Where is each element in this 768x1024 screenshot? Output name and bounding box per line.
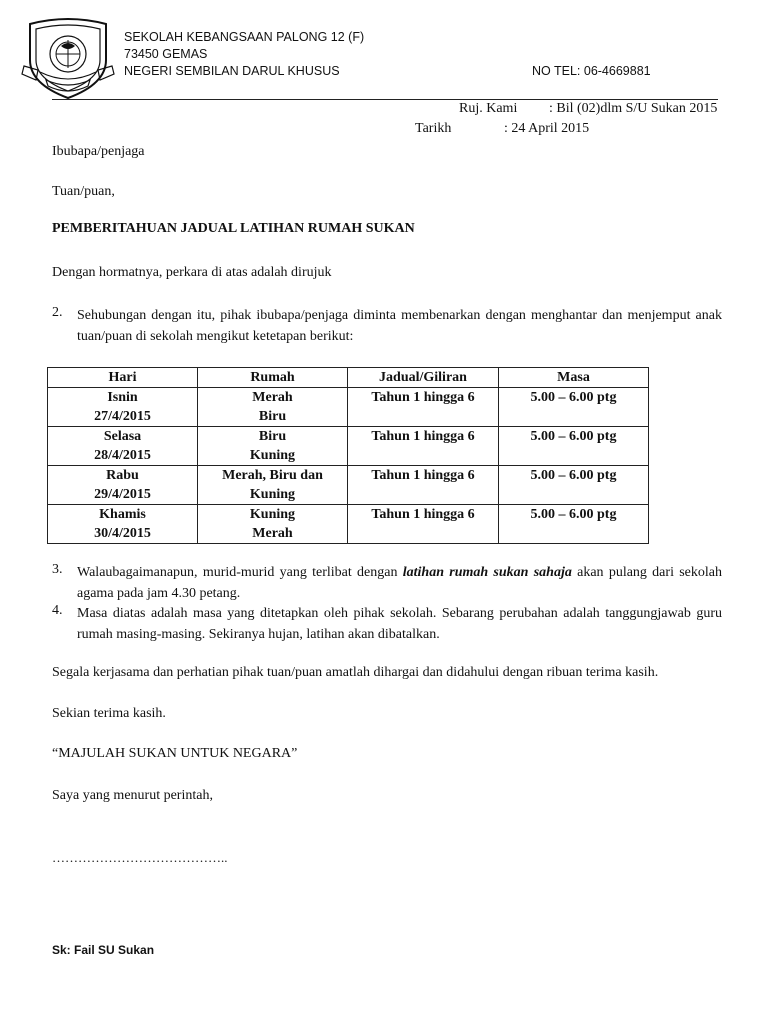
table-row [48, 388, 649, 427]
header-masa: Masa [499, 368, 649, 388]
row-schedule: Tahun 1 hingga 6 [371, 507, 475, 522]
row-day: Isnin [107, 390, 138, 405]
school-phone: NO TEL: 06-4669881 [532, 64, 651, 78]
date-label: Tarikh [415, 121, 452, 136]
row-day: Selasa [103, 429, 142, 444]
paragraph-2-number: 2. [52, 305, 63, 320]
school-state: NEGERI SEMBILAN DARUL KHUSUS [124, 64, 340, 78]
header-jadual: Jadual/Giliran [348, 368, 499, 388]
row-day: Khamis [99, 507, 146, 522]
row-date: 30/4/2015 [94, 526, 151, 541]
school-crest-logo [20, 10, 116, 102]
row-house: Kuning [249, 448, 296, 463]
paragraph-4-number: 4. [52, 603, 63, 618]
row-time: 5.00 – 6.00 ptg [530, 429, 617, 444]
row-time: 5.00 – 6.00 ptg [530, 468, 617, 483]
row-time: 5.00 – 6.00 ptg [530, 507, 617, 522]
paragraph-3-after: akan pulang dari sekolah agama pada jam 4.30 petang. [77, 565, 722, 601]
reference-value: : Bil (02)dlm S/U Sukan 2015 [549, 101, 718, 116]
school-name: SEKOLAH KEBANGSAAN PALONG 12 (F) [124, 30, 365, 44]
paragraph-1: Dengan hormatnya, perkara di atas adalah dirujuk [52, 265, 332, 280]
salutation: Tuan/puan, [52, 184, 115, 199]
row-day: Rabu [106, 468, 139, 483]
closing-sekian: Sekian terima kasih. [52, 706, 166, 721]
carbon-copy: Sk: Fail SU Sukan [52, 943, 155, 957]
header-hari: Hari [48, 368, 198, 388]
row-house: Biru [258, 429, 287, 444]
row-time: 5.00 – 6.00 ptg [530, 390, 617, 405]
paragraph-2-text: Sehubungan dengan itu, pihak ibubapa/penjaga diminta membenarkan dengan menghantar dan menjemput anak tuan/puan di sekolah mengikut ketetapan berikut: [77, 308, 722, 344]
row-house: Kuning [249, 507, 296, 522]
addressee: Ibubapa/penjaga [52, 144, 145, 159]
schedule-header-row [48, 368, 649, 388]
row-date: 28/4/2015 [94, 448, 151, 463]
row-date: 27/4/2015 [94, 409, 151, 424]
row-house: Kuning [249, 487, 296, 502]
letter-title: PEMBERITAHUAN JADUAL LATIHAN RUMAH SUKAN [52, 221, 415, 236]
row-house: Merah, Biru dan [222, 468, 323, 483]
row-house: Merah [252, 390, 293, 405]
row-date: 29/4/2015 [94, 487, 151, 502]
row-house: Merah [252, 526, 293, 541]
row-schedule: Tahun 1 hingga 6 [371, 468, 475, 483]
signature-line: ………………………………….. [52, 850, 228, 865]
paragraph-4-text: Masa diatas adalah masa yang ditetapkan oleh pihak sekolah. Sebarang perubahan adalah tanggungjawab guru rumah masing-masing. Sekiranya hujan, latihan akan dibatalkan. [77, 606, 722, 642]
closing-thanks: Segala kerjasama dan perhatian pihak tuan/puan amatlah dihargai dan didahului dengan ribuan terima kasih. [52, 665, 659, 680]
header-divider [52, 99, 718, 100]
paragraph-3-number: 3. [52, 562, 63, 577]
table-row [48, 466, 649, 505]
paragraph-3-text [77, 562, 722, 604]
school-postcode-town: 73450 GEMAS [124, 47, 208, 61]
paragraph-3-before: Walaubagaimanapun, murid-murid yang terlibat dengan [77, 565, 403, 580]
header-rumah: Rumah [198, 368, 348, 388]
table-row [48, 427, 649, 466]
row-house: Biru [258, 409, 287, 424]
sign-intro: Saya yang menurut perintah, [52, 788, 213, 803]
date-value: : 24 April 2015 [504, 121, 590, 136]
reference-label: Ruj. Kami [459, 101, 518, 116]
row-schedule: Tahun 1 hingga 6 [371, 390, 475, 405]
table-row [48, 505, 649, 544]
motto: “MAJULAH SUKAN UNTUK NEGARA” [52, 746, 298, 761]
schedule-table [47, 367, 649, 544]
paragraph-3-emphasis: latihan rumah sukan sahaja [402, 565, 572, 580]
row-schedule: Tahun 1 hingga 6 [371, 429, 475, 444]
